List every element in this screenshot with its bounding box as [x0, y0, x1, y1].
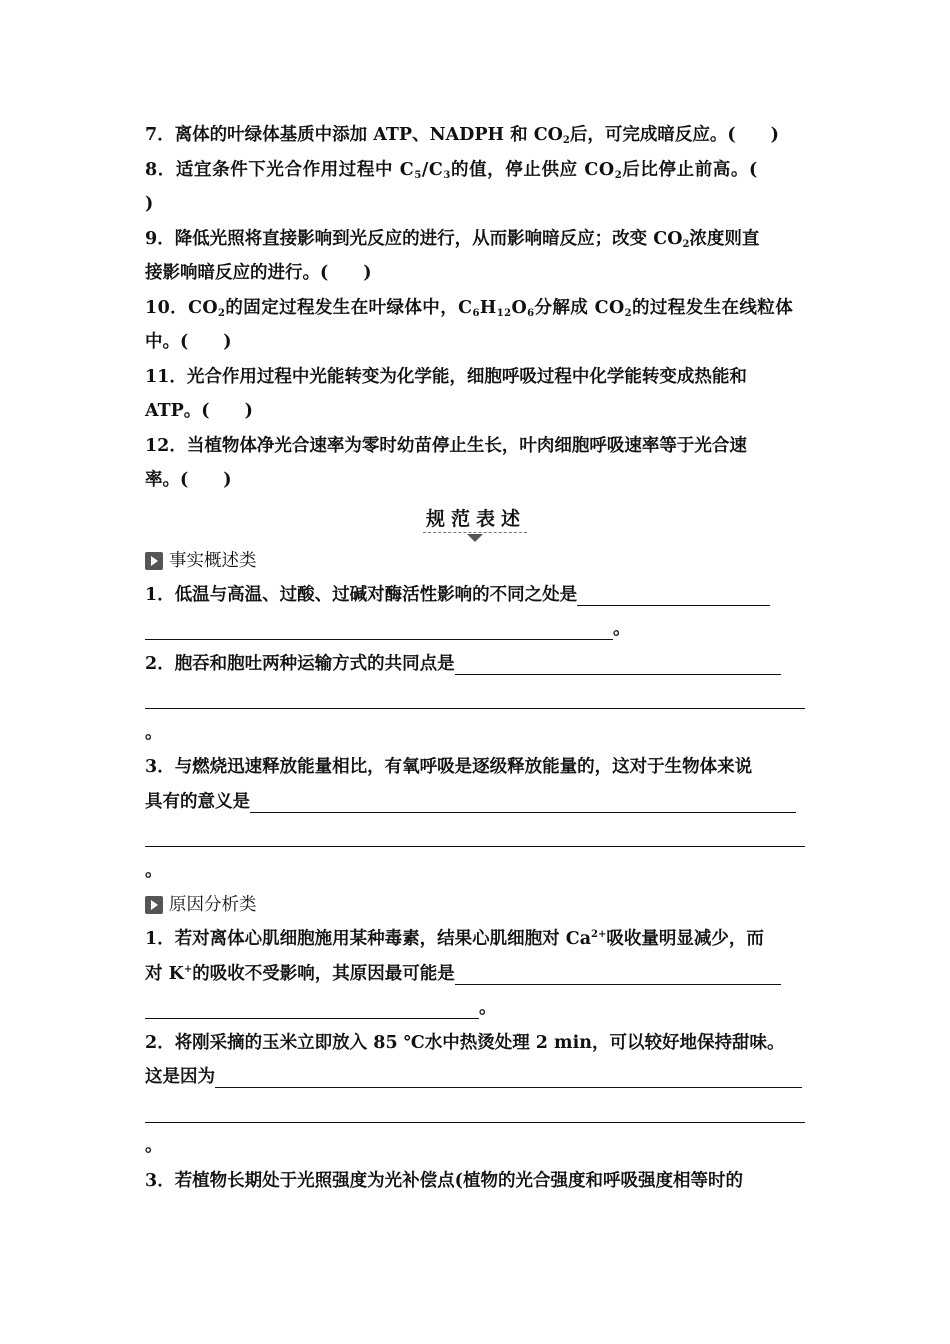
answer-blank[interactable]	[145, 686, 805, 709]
answer-blank[interactable]	[145, 996, 479, 1019]
cause-q1-cont: 对 K+的吸收不受影响，其原因最可能是	[145, 957, 807, 992]
cause-q1-end: 。	[145, 991, 807, 1026]
judgment-10: 10．$CO_2$的固定过程发生在叶绿体中，$C_6H_{12}O_6$分解成 $CO_2$的过程发生在线粒体	[145, 297, 794, 319]
judgment-12-cont: 率。( )	[145, 470, 232, 490]
cause-q2: 2．将刚采摘的玉米立即放入 85 ℃水中热烫处理 2 min，可以较好地保持甜味。	[145, 1032, 785, 1053]
judgment-10-cont: 中。( )	[145, 332, 232, 352]
fact-q3: 3．与燃烧迅速释放能量相比，有氧呼吸是逐级释放能量的，这对于生物体来说	[145, 757, 753, 777]
fact-q3-cont: 具有的意义是	[145, 785, 807, 820]
category-fact-label: 事实概述类	[169, 550, 257, 571]
judgment-8-cont: )	[145, 194, 154, 214]
answer-blank[interactable]	[215, 1065, 802, 1088]
cause-q2-blank	[145, 1095, 807, 1130]
answer-blank[interactable]	[145, 824, 805, 847]
fact-q2: 2．胞吞和胞吐两种运输方式的共同点是	[145, 647, 807, 682]
fact-q1-cont: 。	[145, 612, 807, 647]
answer-blank[interactable]	[455, 652, 781, 675]
section-title-text: 规范表述	[425, 507, 526, 530]
category-cause	[145, 888, 807, 922]
fact-q3-blank	[145, 819, 807, 854]
answer-blank[interactable]	[145, 1100, 805, 1123]
document-page	[145, 118, 807, 1198]
cause-q2-cont: 这是因为	[145, 1060, 807, 1095]
category-cause-label: 原因分析类	[169, 895, 257, 915]
fact-q2-blank	[145, 681, 807, 716]
category-fact	[145, 544, 807, 578]
cause-q1: 1．若对离体心肌细胞施用某种毒素，结果心肌细胞对 $Ca^{2+}$吸收量明显减少，而	[145, 929, 764, 949]
answer-blank[interactable]	[455, 962, 781, 985]
judgment-9-cont: 接影响暗反应的进行。( )	[145, 263, 372, 283]
cause-q2-end: 。	[145, 1136, 163, 1156]
judgment-7: 7．离体的叶绿体基质中添加 ATP、NADPH 和 $CO_2$后，可完成暗反应。( )	[145, 125, 779, 146]
fact-q1: 1．低温与高温、过酸、过碱对酶活性影响的不同之处是	[145, 578, 807, 613]
fact-q3-end: 。	[145, 860, 163, 881]
judgment-9: 9．降低光照将直接影响到光反应的进行，从而影响暗反应；改变 $CO_2$浓度则直	[145, 228, 760, 250]
judgment-11: 11．光合作用过程中光能转变为化学能，细胞呼吸过程中化学能转变成热能和	[145, 366, 747, 387]
section-title-underline	[423, 532, 527, 533]
answer-blank[interactable]	[577, 583, 770, 606]
play-icon	[145, 552, 163, 570]
triangle-down-icon	[467, 534, 483, 542]
answer-blank[interactable]	[250, 790, 796, 813]
cause-q3: 3．若植物长期处于光照强度为光补偿点(植物的光合强度和呼吸强度相等时的	[145, 1170, 743, 1191]
judgment-8: 8．适宜条件下光合作用过程中 $C_5/C_3$的值，停止供应 $CO_2$后比停止前高。(	[145, 159, 758, 181]
play-icon	[145, 896, 163, 914]
judgment-12: 12．当植物体净光合速率为零时幼苗停止生长，叶肉细胞呼吸速率等于光合速	[145, 435, 747, 456]
section-title	[145, 504, 807, 544]
judgment-11-cont: ATP。( )	[145, 401, 253, 421]
answer-blank[interactable]	[145, 617, 613, 640]
fact-q2-end: 。	[145, 722, 163, 743]
